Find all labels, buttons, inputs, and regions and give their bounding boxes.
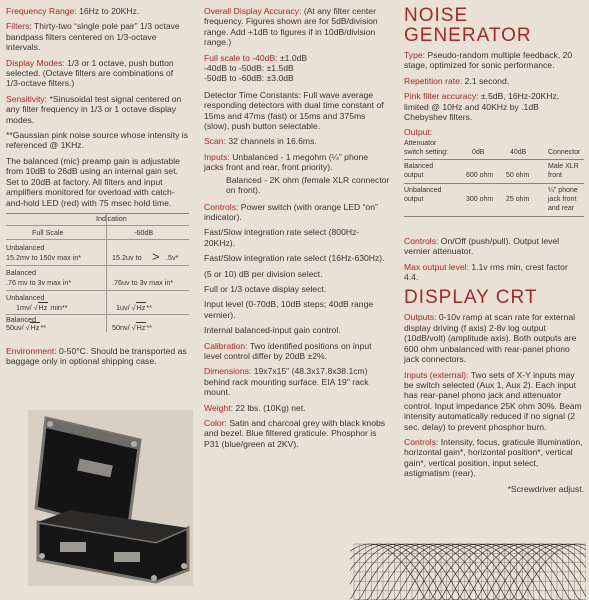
spec-frequency: Frequency Range: 16Hz to 20KHz. bbox=[6, 6, 140, 16]
filter-response-graticule bbox=[350, 538, 586, 600]
control-item: Full or 1/3 octave display select. bbox=[204, 283, 327, 294]
noise-generator-heading: NOISE GENERATOR bbox=[404, 5, 532, 46]
display-crt-heading: DISPLAY CRT bbox=[404, 287, 538, 309]
spec-weight: Weight: 22 lbs. (10Kg) net. bbox=[204, 402, 306, 413]
spec-pink-filter: Pink filter accuracy: ±.5dB, 16Hz-20KHz, limited @ 10Hz and 40KHz by .1dB Chebyshev filters. bbox=[404, 91, 560, 123]
ind-m60: -60dB bbox=[134, 227, 154, 237]
spec-inputs-external: Inputs (external): Two sets of X-Y inputs may be switch selected (Aux 1, Aux 2). Each input has rear-panel phono jack and attenuator control. Input impedance 25K ohm 30%. Beam intensity automatically reduced if no signal (2 sec. delay) to prevent phosphor burn. bbox=[404, 369, 582, 432]
ind-title: Indication bbox=[96, 213, 127, 223]
ind-full: Full Scale bbox=[32, 227, 64, 237]
spec-dimensions: Dimensions: 19x7x15" (48.3x17.8x38.1cm) behind rack mounting surface. EIA 19" rack mount. bbox=[204, 366, 369, 398]
spec-crt-controls: Controls: Intensity, focus, graticule illumination, horizontal gain*, horizontal position*, vertical gain*, vertical position, input select, astigmatism (rear). bbox=[404, 436, 583, 479]
spec-overall-accuracy: Overall Display Accuracy: (At any filter center frequency. Figures shown are for 5dB/division range. Add +1dB to figures if in 10dB/division range.) bbox=[204, 6, 378, 48]
spec-environment: Environment: 0-50°C. Should be transported as baggage only in optional shipping case. bbox=[6, 345, 187, 367]
spec-max-output: Max output level: 1.1v rms min, crest factor 4.4. bbox=[404, 261, 568, 283]
gaussian-note: **Gaussian pink noise source whose intensity is referenced @ 1KHz. bbox=[6, 130, 188, 151]
screwdriver-note: *Screwdriver adjust. bbox=[507, 483, 584, 494]
control-item: Internal balanced-input gain control. bbox=[204, 325, 341, 336]
spec-detector: Detector Time Constants: Full wave average responding detectors with dual time constant of 15ms and 47ms (fast) or 15ms and 375ms (slow), push button selectable. bbox=[204, 89, 384, 132]
output-table: Attenuator switch setting: 0dB 40dB Connector Balanced output 600 ohm 50 ohm Male XLR front Unbalanced output 300 ohm 25 ohm ¼" phone jack front and rear bbox=[404, 140, 584, 230]
spec-ng-controls: Controls: On/Off (push/pull). Output level vernier attenuator. bbox=[404, 235, 560, 257]
spec-controls: Controls: Power switch (with orange LED “on” indicator). bbox=[204, 201, 378, 222]
indication-table: Indication Full Scale -60dB Unbalanced 15.2mv to 150v max in* 15.2uv to > .5v* Balanced .76 mv to 3v max in* .76uv to 3v max in* Unbalanced 1mv/ √Hz min** 1uv/ √Hz** Balanced 50uv/ √Hz** 50nv/ √Hz** bbox=[6, 213, 189, 332]
control-item: Input level (0-70dB, 10dB steps; 40dB range vernier). bbox=[204, 299, 374, 320]
column-right bbox=[404, 6, 584, 499]
spec-repetition: Repetition rate: 2.1 second. bbox=[404, 75, 510, 86]
spec-inputs-balanced: Balanced - 2K ohm (female XLR connector on front). bbox=[226, 174, 390, 196]
control-item: (5 or 10) dB per division select. bbox=[204, 268, 323, 279]
output-label: Output: bbox=[404, 127, 433, 138]
control-item: Fast/Slow integration rate select (800Hz-20KHz). bbox=[204, 227, 360, 248]
column-middle bbox=[204, 6, 390, 454]
spec-color: Color: Satin and charcoal grey with black knobs and bezel. Blue filtered graticule. Phosphor is P31 (blue/green at 2KV). bbox=[204, 418, 386, 449]
spec-outputs: Outputs: 0-10v ramp at scan rate for external display driving (f axis) 2-8v log output (10dB/volt) (amplitude axis). Both outputs are 600 ohm unbalanced with rear-panel phono jack connectors. bbox=[404, 312, 577, 365]
spec-calibration: Calibration: Two identified positions on input level control differ by 20dB ±2%. bbox=[204, 340, 372, 361]
spec-inputs: Inputs: Unbalanced - 1 megohm (¼" phone jacks front and rear, front priority). bbox=[204, 151, 369, 173]
spec-display-modes: Display Modes: 1/3 or 1 octave, push button selected. (Octave filters are combinations of 1/3-octave filters.) bbox=[6, 57, 174, 89]
control-item: Fast/Slow integration rate select (16Hz-630Hz). bbox=[204, 253, 385, 264]
spec-full-scale: Full scale to -40dB: ±1.0dB -40dB to -50dB: ±1.5dB -50dB to -60dB: ±3.0dB bbox=[204, 52, 308, 84]
spec-scan: Scan: 32 channels in 16.6ms. bbox=[204, 136, 317, 147]
shipping-case-photo bbox=[28, 410, 193, 586]
column-left bbox=[6, 6, 189, 372]
spec-filters: Filters: Thirty-two “single pole pair” 1/3 octave bandpass filters centered on 1/3-octave intervals. bbox=[6, 21, 180, 53]
balanced-preamp-text: The balanced (mic) preamp gain is adjustable from 10dB to 26dB using an internal gain set. Set to 20dB at factory. All filters and input amplifiers monitored for overload with catch-and-hold LED (red) with 75 msec hold time. bbox=[6, 155, 180, 208]
spec-type: Type: Pseudo-random multiple feedback, 20 stage, optimized for sonic performance. bbox=[404, 50, 573, 71]
spec-sensitivity: Sensitivity: *Sinusoidal test signal centered on any filter frequency in 1/3 or 1 octave display modes. bbox=[6, 93, 182, 125]
